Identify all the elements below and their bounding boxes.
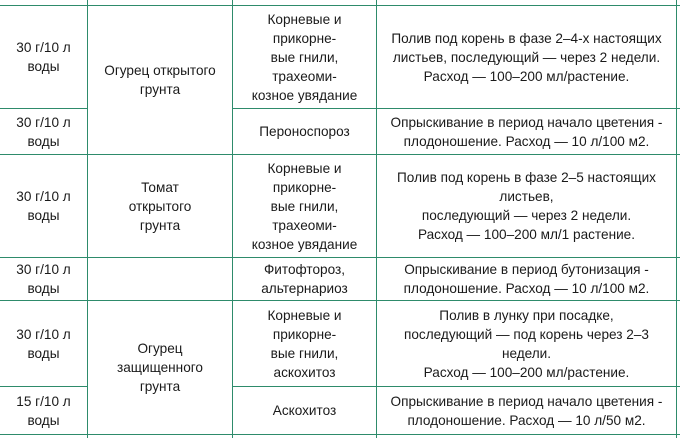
method-cell: Опрыскивание в период бутонизация - плодоношение. Расход — 10 л/100 м2.	[403, 262, 650, 296]
method-cell: Полив в лунку при посадке, последующий — под корень через 2–3 недели. Расход — 100–200 мл/растение.	[404, 307, 649, 380]
dose-cell: 15 г/10 л воды	[16, 393, 71, 428]
disease-cell: Корневые и прикорне- вые гнили, аскохитоз	[267, 307, 342, 380]
crop-cell: Огурец открытого грунта	[104, 63, 216, 97]
dose-cell: 30 г/10 л воды	[16, 114, 71, 149]
dose-cell: 30 г/10 л воды	[16, 326, 71, 361]
crop-cell: Томат открытого грунта	[128, 179, 192, 233]
disease-cell: Аскохитоз	[272, 403, 337, 418]
method-cell: Опрыскивание в период начало цветения - плодоношение. Расход — 10 л/100 м2.	[390, 114, 663, 149]
dose-cell: 30 г/10 л воды	[16, 40, 71, 74]
disease-cell: Фитофтороз, альтернариоз	[261, 262, 348, 296]
disease-cell: Корневые и прикорне- вые гнили, трахеоми- козное увядание	[251, 11, 358, 103]
method-cell: Опрыскивание в период начало цветения - плодоношение. Расход — 10 л/50 м2.	[390, 393, 663, 428]
crop-cell: Огурец защищенного грунта	[117, 341, 203, 394]
dose-cell: 30 г/10 л воды	[16, 262, 71, 296]
dose-cell: 30 г/10 л воды	[16, 189, 71, 223]
disease-cell: Корневые и прикорне- вые гнили, трахеоми- козное увядание	[251, 160, 358, 252]
method-cell: Полив под корень в фазе 2–4-х настоящих листьев, последующий — через 2 недели. Расход — 100–200 мл/растение.	[391, 30, 662, 84]
row-divider	[0, 434, 680, 435]
disease-cell: Пероноспороз	[259, 124, 350, 139]
method-cell: Полив под корень в фазе 2–5 настоящих листьев, последующий — через 2 недели. Расход — 100–200 мл/1 растение.	[397, 170, 656, 242]
column-divider	[676, 0, 677, 438]
